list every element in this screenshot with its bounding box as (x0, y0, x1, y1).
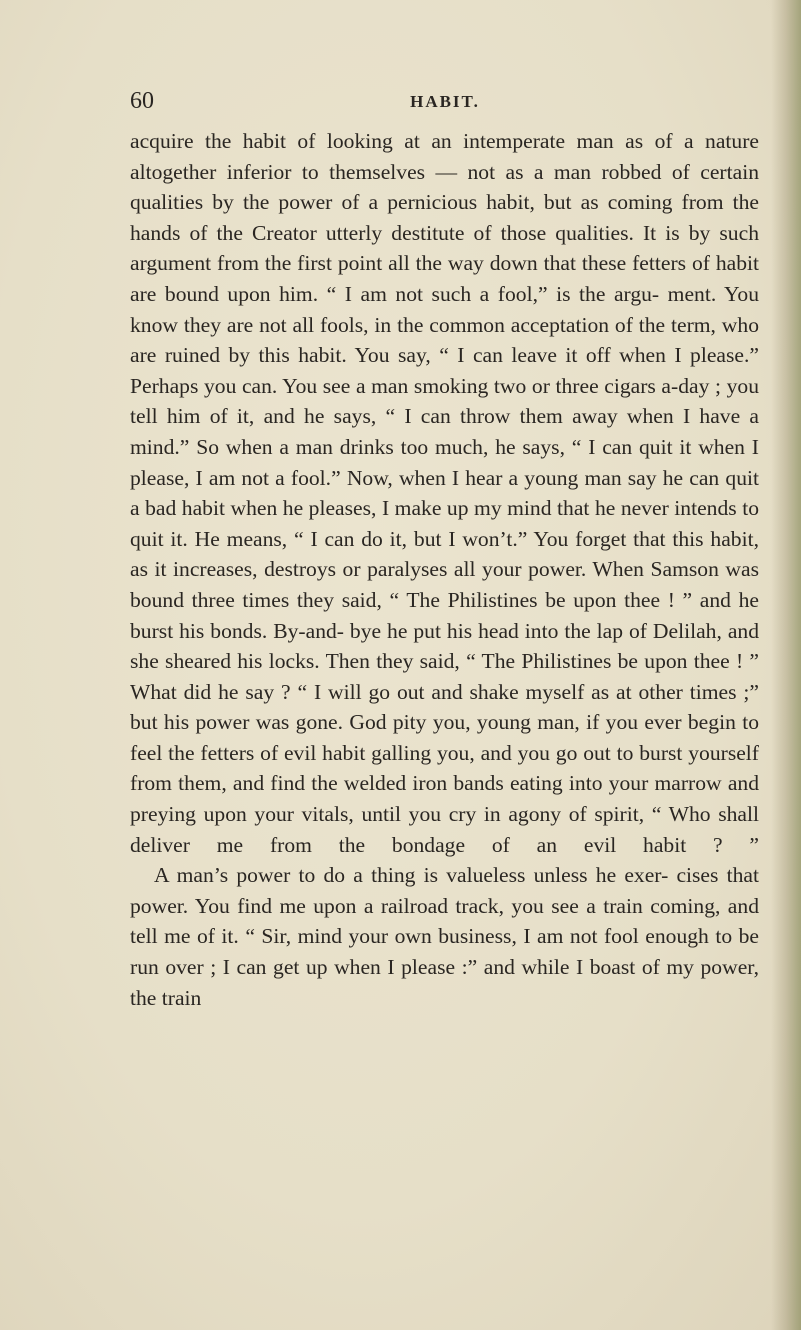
paragraph-1: acquire the habit of looking at an intemperate man as of a nature altogether inferior to themselves — not as a man robbed of certain qualities by the power of a pernicious habit, but as coming from the hands of the Creator utterly destitute of those qualities. It is by such argument from the first point all the way down that these fetters of habit are bound upon him. “ I am not such a fool,” is the argu- ment. You know they are not all fools, in the common acceptation of the term, who are ruined by this habit. You say, “ I can leave it off when I please.” Perhaps you can. You see a man smoking two or three cigars a-day ; you tell him of it, and he says, “ I can throw them away when I have a mind.” So when a man drinks too much, he says, “ I can quit it when I please, I am not a fool.” Now, when I hear a young man say he can quit a bad habit when he pleases, I make up my mind that he never intends to quit it. He means, “ I can do it, but I won’t.” You forget that this habit, as it increases, destroys or paralyses all your power. When Samson was bound three times they said, “ The Philistines be upon thee ! ” and he burst his bonds. By-and- bye he put his head into the lap of Delilah, and she sheared his locks. Then they said, “ The Philistines be upon thee ! ” What did he say ? “ I will go out and shake myself as at other times ;” but his power was gone. God pity you, young man, if you ever begin to feel the fetters of evil habit galling you, and you go out to burst yourself from them, and find the welded iron bands eating into your marrow and preying upon your vitals, until you cry in agony of spirit, “ Who shall deliver me from the bondage of an evil habit ? ” (130, 129, 759, 857)
page-header (130, 88, 760, 118)
page-number: 60 (130, 88, 154, 114)
paragraph-2: A man’s power to do a thing is valueless unless he exer- cises that power. You find me upon a railroad track, you see a train coming, and tell me of it. “ Sir, mind your own business, I am not fool enough to be run over ; I can get up when I please :” and while I boast of my power, the train (130, 863, 759, 1010)
body-text (130, 126, 759, 1013)
page-edge-shadow (771, 0, 801, 1330)
running-head: HABIT. (410, 92, 480, 111)
